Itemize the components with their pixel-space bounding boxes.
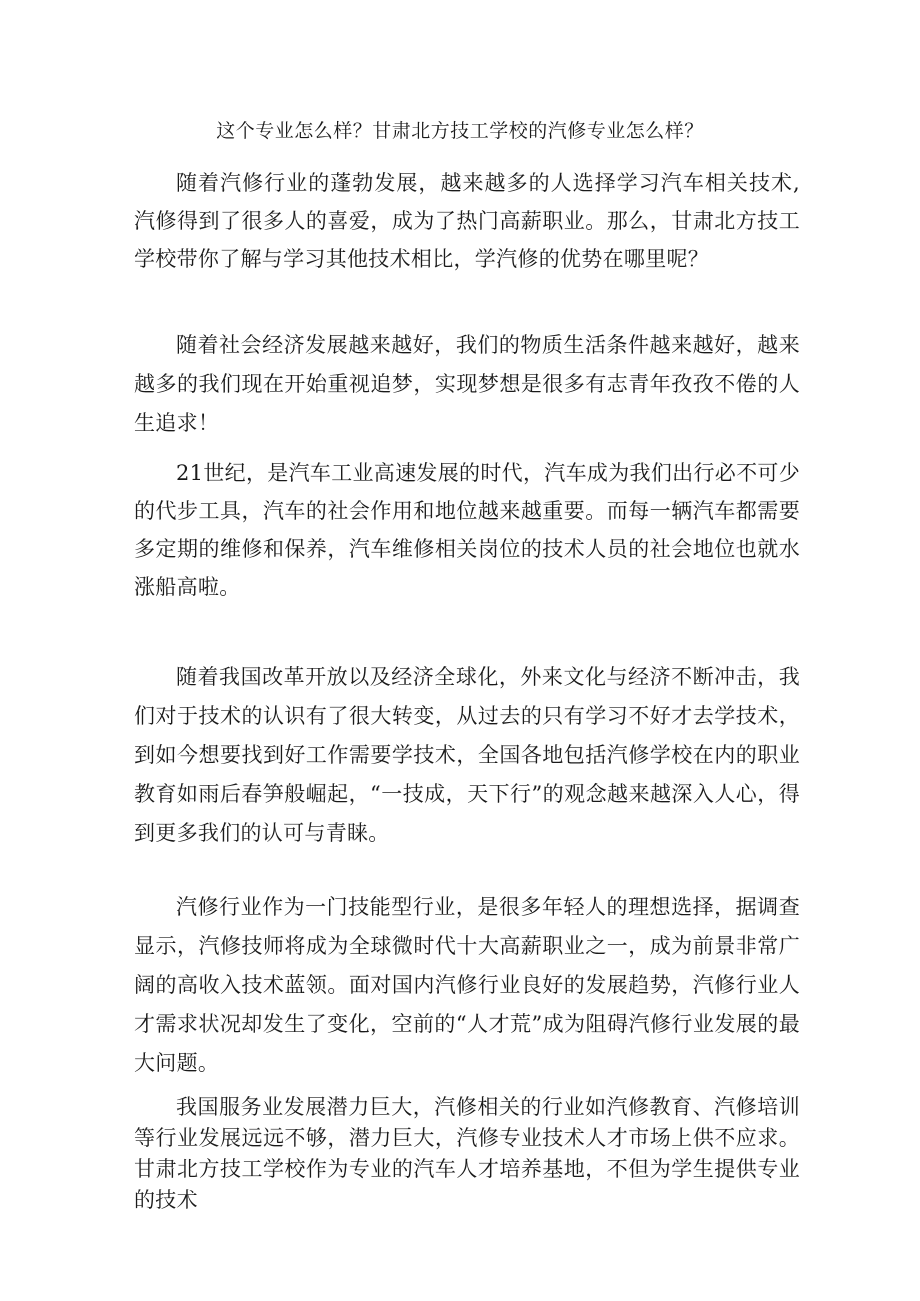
paragraph-3: 21世纪，是汽车工业高速发展的时代，汽车成为我们出行必不可少的代步工具，汽车的社会作用和地位越来越重要。而每一辆汽车都需要多定期的维修和保养，汽车维修相关岗位的技术人员的社会地位也就水涨船高啦。 bbox=[134, 461, 800, 599]
paragraph-6: 我国服务业发展潜力巨大，汽修相关的行业如汽修教育、汽修培训等行业发展远远不够，潜力巨大，汽修专业技术人才市场上供不应求。甘肃北方技工学校作为专业的汽车人才培养基地，不但为学生提供专业的技术 bbox=[134, 1095, 800, 1212]
paragraph-2: 随着社会经济发展越来越好，我们的物质生活条件越来越好，越来越多的我们现在开始重视追梦，实现梦想是很多有志青年孜孜不倦的人生追求！ bbox=[134, 333, 800, 435]
document-title: 这个专业怎么样？甘肃北方技工学校的汽修专业怎么样？ bbox=[216, 120, 704, 142]
paragraph-5: 汽修行业作为一门技能型行业，是很多年轻人的理想选择，据调查显示，汽修技师将成为全球微时代十大高薪职业之一，成为前景非常广阔的高收入技术蓝领。面对国内汽修行业良好的发展趋势，汽修行业人才需求状况却发生了变化，空前的“人才荒”成为阻碍汽修行业发展的最大问题。 bbox=[134, 895, 800, 1075]
paragraph-4: 随着我国改革开放以及经济全球化，外来文化与经济不断冲击，我们对于技术的认识有了很大转变，从过去的只有学习不好才去学技术，到如今想要找到好工作需要学技术，全国各地包括汽修学校在内的职业教育如雨后春笋般崛起，“一技成，天下行”的观念越来越深入人心，得到更多我们的认可与青睐。 bbox=[134, 665, 800, 845]
paragraph-1: 随着汽修行业的蓬勃发展，越来越多的人选择学习汽车相关技术,汽修得到了很多人的喜爱，成为了热门高薪职业。那么，甘肃北方技工学校带你了解与学习其他技术相比，学汽修的优势在哪里呢？ bbox=[134, 171, 800, 271]
